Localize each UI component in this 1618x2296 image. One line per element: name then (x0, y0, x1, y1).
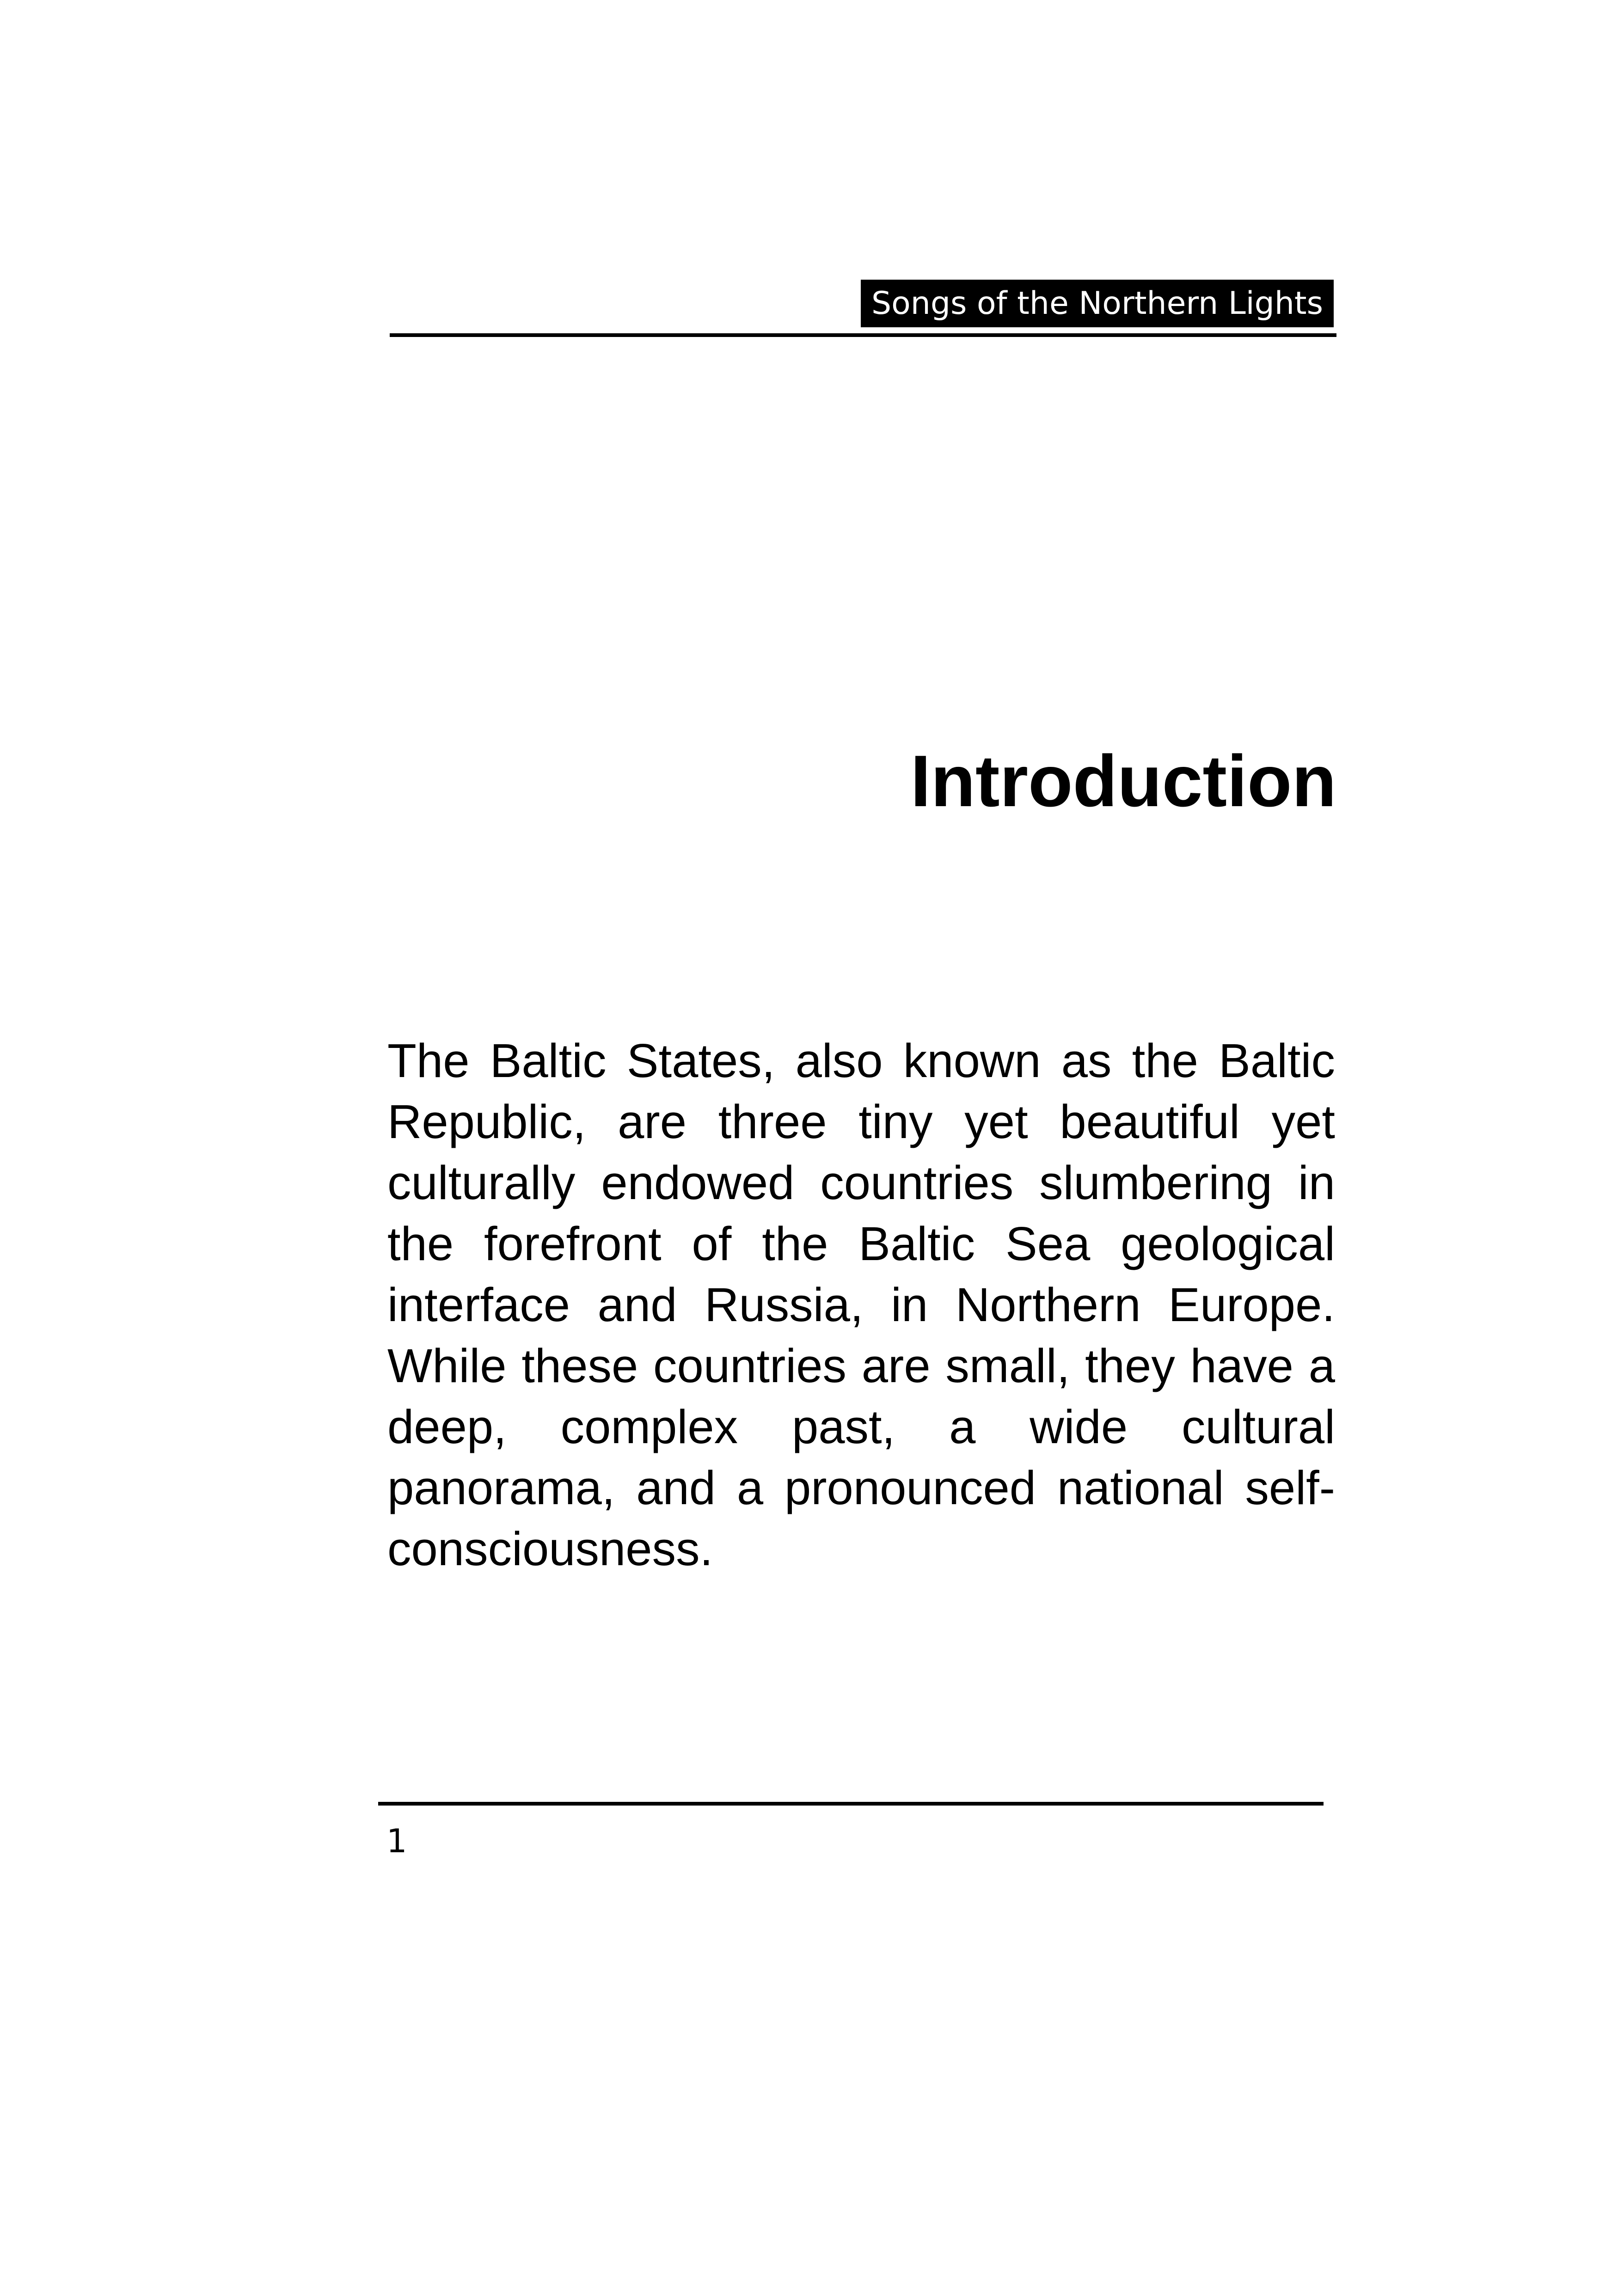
page-number: 1 (386, 1822, 407, 1860)
chapter-title: Introduction (910, 741, 1336, 822)
body-paragraph: The Baltic States, also known as the Baltic Republic, are three tiny yet beautiful yet culturally endowed countries slumbering in the forefront of the Baltic Sea geological interface and Russia, in Northern Europe. While these countries are small, they have a deep, complex past, a wide cultural panorama, and a pronounced national self-consciousness. (387, 1034, 1335, 1575)
header-divider (390, 333, 1336, 337)
running-header-title: Songs of the Northern Lights (861, 280, 1334, 327)
footer-divider (378, 1802, 1324, 1806)
